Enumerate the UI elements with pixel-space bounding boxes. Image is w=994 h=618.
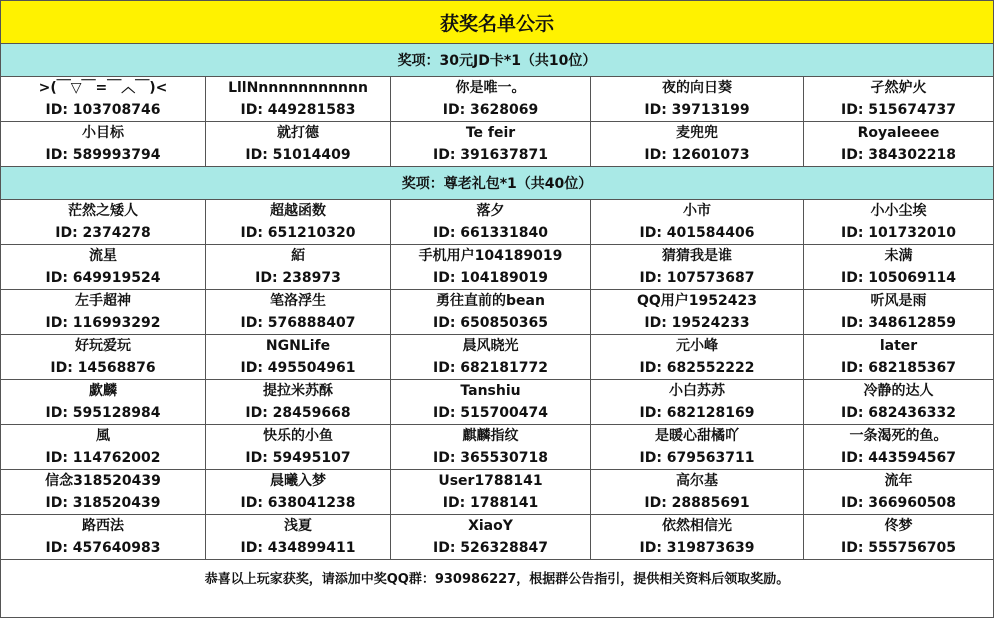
winner-cell <box>1 122 206 167</box>
winner-name: 好玩爱玩 <box>75 338 131 354</box>
winner-cell <box>804 425 993 470</box>
winner-cell <box>391 200 591 245</box>
winner-cell <box>206 290 391 335</box>
winner-cell <box>1 515 206 560</box>
winner-id: ID: 28885691 <box>644 495 750 511</box>
winner-name: XiaoY <box>468 518 513 534</box>
winner-cell <box>206 470 391 515</box>
winner-id: ID: 555756705 <box>841 540 956 556</box>
winner-cell <box>591 122 804 167</box>
winner-name: 手机用户104189019 <box>418 248 563 264</box>
winner-id: ID: 19524233 <box>644 315 750 331</box>
winner-cell <box>391 425 591 470</box>
winner-name: 風 <box>96 428 110 444</box>
winner-id: ID: 434899411 <box>240 540 356 556</box>
winner-name: 孑然妒火 <box>870 80 927 96</box>
winner-cell <box>206 245 391 290</box>
winner-name: 你是唯一。 <box>455 80 526 96</box>
winner-id: ID: 682436332 <box>841 405 956 421</box>
winner-cell <box>804 245 993 290</box>
winner-name: 晨曦入梦 <box>270 473 326 489</box>
winner-id: ID: 104189019 <box>433 270 548 286</box>
winner-cell <box>804 470 993 515</box>
winner-name: 麒麟指纹 <box>462 428 519 444</box>
winner-name: later <box>879 338 918 354</box>
winner-name: 歔麟 <box>89 383 117 399</box>
winner-id: ID: 650850365 <box>433 315 548 331</box>
winner-id: ID: 14568876 <box>50 360 156 376</box>
winner-cell <box>1 200 206 245</box>
winner-name: 冷静的达人 <box>863 383 934 399</box>
winner-cell <box>804 122 993 167</box>
winner-id: ID: 449281583 <box>240 102 356 118</box>
winner-name: 小白苏苏 <box>669 383 725 399</box>
winner-cell <box>206 335 391 380</box>
winner-cell <box>804 77 993 122</box>
winner-cell <box>206 122 391 167</box>
winner-cell <box>391 77 591 122</box>
winner-name: Te feir <box>465 125 516 141</box>
winner-name: 信念318520439 <box>45 473 161 489</box>
winner-id: ID: 39713199 <box>644 102 750 118</box>
winner-name: 浅夏 <box>284 518 312 534</box>
winner-cell <box>591 380 804 425</box>
winner-id: ID: 649919524 <box>45 270 161 286</box>
winner-cell <box>1 335 206 380</box>
winner-name: Royaleeee <box>857 125 940 141</box>
winner-cell <box>391 245 591 290</box>
winner-name: Tanshiu <box>460 383 521 399</box>
winner-id: ID: 682128169 <box>639 405 755 421</box>
winner-id: ID: 238973 <box>255 270 341 286</box>
winner-cell <box>804 335 993 380</box>
winner-id: ID: 12601073 <box>644 147 750 163</box>
winner-cell <box>1 290 206 335</box>
winner-name: 落夕 <box>476 203 505 219</box>
winner-name: 夜的向日葵 <box>662 80 732 96</box>
winner-name: 听风是雨 <box>870 293 927 309</box>
winner-cell <box>591 470 804 515</box>
winner-id: ID: 526328847 <box>433 540 548 556</box>
winner-id: ID: 651210320 <box>240 225 356 241</box>
winner-id: ID: 105069114 <box>841 270 956 286</box>
winner-id: ID: 682181772 <box>433 360 548 376</box>
winner-id: ID: 515674737 <box>841 102 956 118</box>
winner-cell <box>206 200 391 245</box>
winner-id: ID: 457640983 <box>45 540 161 556</box>
winner-name: 流星 <box>89 248 117 264</box>
winner-id: ID: 682552222 <box>639 360 755 376</box>
winner-cell <box>804 380 993 425</box>
winner-id: ID: 116993292 <box>45 315 161 331</box>
winner-cell <box>206 77 391 122</box>
winner-name: 勇往直前的bean <box>436 293 545 309</box>
winner-cell <box>391 290 591 335</box>
winner-id: ID: 2374278 <box>55 225 151 241</box>
winner-cell <box>1 380 206 425</box>
winner-name: LllNnnnnnnnnnnn <box>228 80 368 96</box>
winner-id: ID: 114762002 <box>45 450 161 466</box>
winner-cell <box>591 335 804 380</box>
winner-cell <box>391 515 591 560</box>
winner-name: 佟梦 <box>884 518 913 534</box>
winner-id: ID: 3628069 <box>442 102 539 118</box>
winner-id: ID: 28459668 <box>245 405 351 421</box>
winner-id: ID: 59495107 <box>245 450 351 466</box>
winners-grid <box>1 200 993 560</box>
winner-id: ID: 51014409 <box>245 147 351 163</box>
award-sections <box>1 44 993 560</box>
winner-name: 就打德 <box>277 125 319 141</box>
winner-name: 小目标 <box>82 125 124 141</box>
winner-id: ID: 107573687 <box>639 270 755 286</box>
winner-id: ID: 443594567 <box>841 450 956 466</box>
winner-id: ID: 679563711 <box>639 450 755 466</box>
winner-id: ID: 365530718 <box>433 450 548 466</box>
winner-name: 小小尘埃 <box>870 203 927 219</box>
winner-name: 茫然之矮人 <box>68 203 138 219</box>
winner-id: ID: 401584406 <box>639 225 755 241</box>
winner-cell <box>391 335 591 380</box>
winner-name: 左手超神 <box>75 293 131 309</box>
winner-cell <box>391 122 591 167</box>
winner-name: 絔 <box>291 248 305 264</box>
winner-id: ID: 319873639 <box>639 540 755 556</box>
winner-id: ID: 576888407 <box>240 315 356 331</box>
award-section-header: 奖项：尊老礼包*1（共40位） <box>1 167 993 200</box>
winner-cell <box>391 470 591 515</box>
winner-name: 流年 <box>884 473 913 489</box>
winner-name: 小市 <box>683 203 711 219</box>
winner-name: 麦兜兜 <box>676 125 718 141</box>
winner-name: 未满 <box>884 248 913 264</box>
winner-cell <box>591 200 804 245</box>
winner-id: ID: 515700474 <box>433 405 548 421</box>
winner-id: ID: 366960508 <box>841 495 956 511</box>
winner-cell <box>804 515 993 560</box>
winner-id: ID: 103708746 <box>45 102 161 118</box>
award-section-header: 奖项：30元JD卡*1（共10位） <box>1 44 993 77</box>
winner-cell <box>591 425 804 470</box>
winner-id: ID: 391637871 <box>433 147 548 163</box>
winner-cell <box>804 290 993 335</box>
winner-id: ID: 661331840 <box>433 225 548 241</box>
winner-cell <box>206 425 391 470</box>
winner-cell <box>1 245 206 290</box>
winner-cell <box>591 290 804 335</box>
winner-cell <box>391 380 591 425</box>
winner-id: ID: 384302218 <box>841 147 956 163</box>
winner-name: 提拉米苏酥 <box>263 383 333 399</box>
winner-id: ID: 101732010 <box>841 225 956 241</box>
winner-name: 快乐的小鱼 <box>263 428 333 444</box>
winner-cell <box>206 380 391 425</box>
winner-name: 笔洛浮生 <box>270 293 326 309</box>
winner-name: QQ用户1952423 <box>637 293 757 309</box>
winner-cell <box>591 77 804 122</box>
winner-cell <box>206 515 391 560</box>
winner-id: ID: 495504961 <box>240 360 356 376</box>
winner-name: 一条渴死的鱼。 <box>849 428 948 444</box>
winner-id: ID: 595128984 <box>45 405 161 421</box>
winner-name: 超越函数 <box>270 203 326 219</box>
winner-cell <box>591 515 804 560</box>
winner-name: NGNLife <box>265 338 331 354</box>
winner-name: >(￣▽￣=￣︿￣)< <box>38 80 168 96</box>
winner-name: 路西法 <box>82 518 124 534</box>
winner-name: 依然相信光 <box>662 518 732 534</box>
winner-cell <box>591 245 804 290</box>
winner-id: ID: 638041238 <box>240 495 356 511</box>
winner-cell <box>804 200 993 245</box>
winners-grid <box>1 77 993 167</box>
winner-cell <box>1 425 206 470</box>
winner-id: ID: 682185367 <box>841 360 956 376</box>
winner-name: 晨风晓光 <box>462 338 519 354</box>
winner-cell <box>1 77 206 122</box>
winner-name: User1788141 <box>438 473 543 489</box>
page-title: 获奖名单公示 <box>1 1 993 44</box>
winner-name: 是暖心甜橘吖 <box>655 428 739 444</box>
winner-name: 高尔基 <box>676 473 718 489</box>
winner-id: ID: 318520439 <box>45 495 161 511</box>
winner-id: ID: 348612859 <box>841 315 956 331</box>
winner-id: ID: 1788141 <box>442 495 539 511</box>
winner-cell <box>1 470 206 515</box>
winner-name: 元小峰 <box>676 338 718 354</box>
winner-name: 猜猜我是谁 <box>662 248 732 264</box>
winner-id: ID: 589993794 <box>45 147 161 163</box>
footer-notice: 恭喜以上玩家获奖，请添加中奖QQ群：930986227，根据群公告指引，提供相关资料后领取奖励。 <box>204 572 790 587</box>
